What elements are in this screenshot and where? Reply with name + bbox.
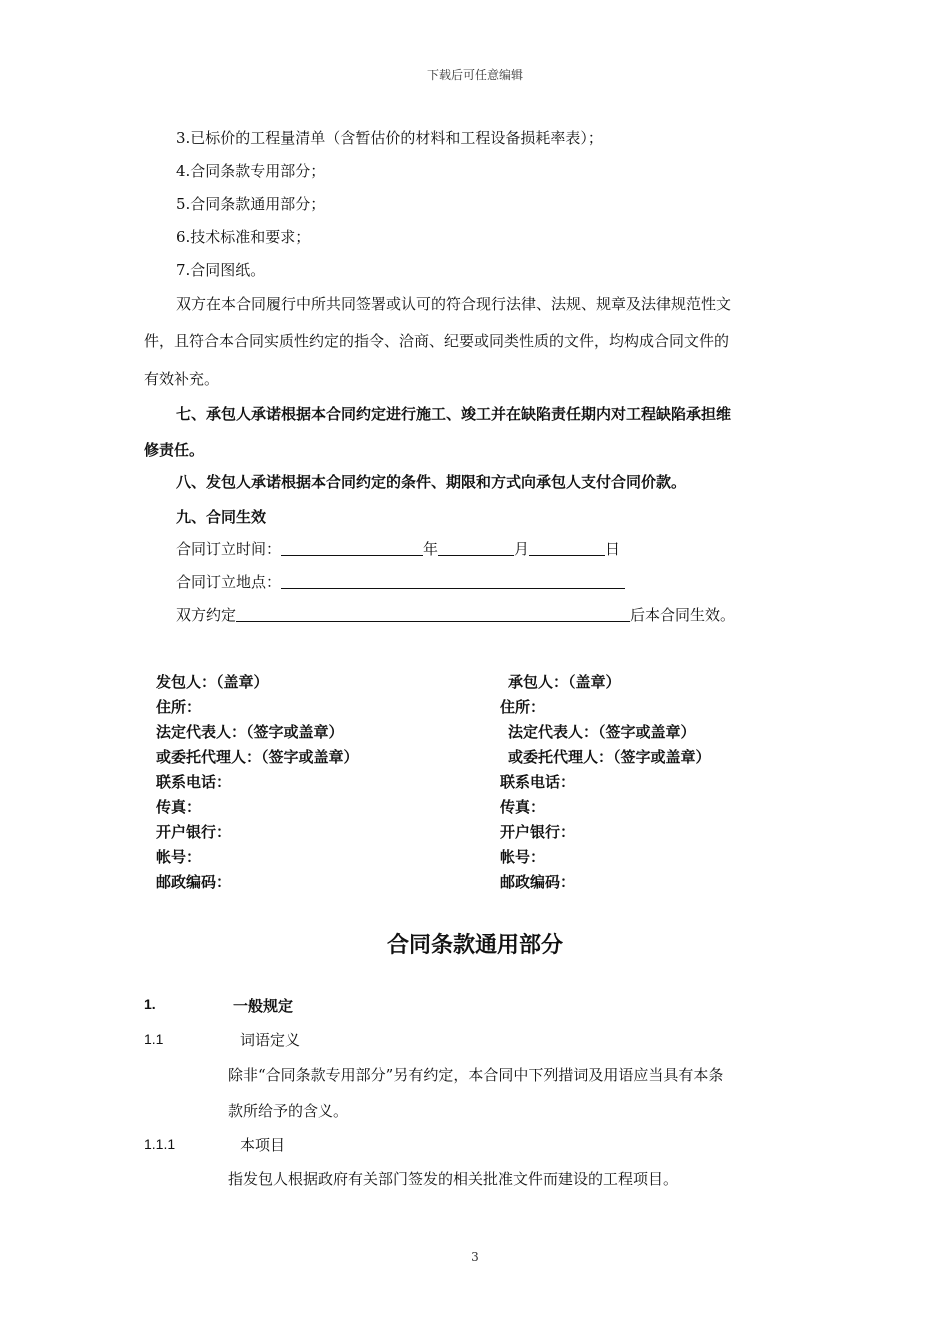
contractor-postcode: 邮政编码： xyxy=(500,873,576,891)
contractor-rep: 法定代表人：（签字或盖章） xyxy=(508,723,696,741)
employer-postcode: 邮政编码： xyxy=(156,873,232,891)
contractor-address: 住所： xyxy=(500,698,546,716)
list-item: 3.已标价的工程量清单（含暂估价的材料和工程设备损耗率表）； xyxy=(176,129,603,147)
employer-fax: 传真： xyxy=(156,798,202,816)
list-item: 4.合同条款专用部分； xyxy=(176,162,326,180)
section-1-1-1-number: 1.1.1 xyxy=(144,1136,176,1152)
clause-7-line: 修责任。 xyxy=(144,441,205,459)
day-label: 日 xyxy=(605,540,621,558)
list-item: 6.技术标准和要求； xyxy=(176,228,311,246)
page-header: 下载后可任意编辑 xyxy=(426,68,523,82)
section-1-number: 1. xyxy=(144,996,156,1012)
paragraph-line: 有效补充。 xyxy=(144,370,220,388)
section-1-1-title: 词语定义 xyxy=(240,1031,301,1049)
signing-place-row xyxy=(176,571,625,592)
section-1-1-1-text: 指发包人根据政府有关部门签发的相关批准文件而建设的工程项目。 xyxy=(228,1170,679,1188)
paragraph-line: 件，且符合本合同实质性约定的指令、洽商、纪要或同类性质的文件，均构成合同文件的 xyxy=(144,332,730,350)
agreement-suffix: 后本合同生效。 xyxy=(630,606,736,624)
section-1-1-text-line: 款所给予的含义。 xyxy=(228,1102,349,1120)
agreement-row xyxy=(176,604,735,625)
list-item: 5.合同条款通用部分； xyxy=(176,195,326,213)
section-1-1-text-line: 除非“合同条款专用部分”另有约定，本合同中下列措词及用语应当具有本条 xyxy=(228,1066,724,1084)
place-blank[interactable] xyxy=(281,574,625,589)
employer-party: 发包人：（盖章） xyxy=(156,673,269,691)
contractor-account: 帐号： xyxy=(500,848,546,866)
day-blank[interactable] xyxy=(529,541,605,556)
signing-date-label: 合同订立时间： xyxy=(176,540,282,558)
contractor-phone: 联系电话： xyxy=(500,773,576,791)
employer-agent: 或委托代理人：（签字或盖章） xyxy=(156,748,359,766)
contractor-bank: 开户银行： xyxy=(500,823,576,841)
list-item: 7.合同图纸。 xyxy=(176,261,266,279)
agreement-label: 双方约定 xyxy=(176,606,237,624)
signing-place-label: 合同订立地点： xyxy=(176,573,282,591)
clause-8: 八、发包人承诺根据本合同约定的条件、期限和方式向承包人支付合同价款。 xyxy=(176,473,687,491)
year-blank[interactable] xyxy=(281,541,423,556)
contractor-party: 承包人：（盖章） xyxy=(508,673,621,691)
month-blank[interactable] xyxy=(438,541,514,556)
section-1-1-number: 1.1 xyxy=(144,1031,164,1047)
employer-rep: 法定代表人：（签字或盖章） xyxy=(156,723,344,741)
clause-9-heading: 九、合同生效 xyxy=(176,508,267,526)
employer-phone: 联系电话： xyxy=(156,773,232,791)
employer-address: 住所： xyxy=(156,698,202,716)
agreement-blank[interactable] xyxy=(236,607,630,622)
employer-bank: 开户银行： xyxy=(156,823,232,841)
section-1-1-1-title: 本项目 xyxy=(240,1136,286,1154)
paragraph-line: 双方在本合同履行中所共同签署或认可的符合现行法律、法规、规章及法律规范性文 xyxy=(176,295,732,313)
employer-account: 帐号： xyxy=(156,848,202,866)
section-1-title: 一般规定 xyxy=(233,997,294,1015)
month-label: 月 xyxy=(514,540,530,558)
year-label: 年 xyxy=(423,540,439,558)
signing-date-row xyxy=(176,538,620,559)
contractor-agent: 或委托代理人：（签字或盖章） xyxy=(508,748,711,766)
contractor-fax: 传真： xyxy=(500,798,546,816)
section-title: 合同条款通用部分 xyxy=(386,933,563,958)
clause-7-line: 七、承包人承诺根据本合同约定进行施工、竣工并在缺陷责任期内对工程缺陷承担维 xyxy=(176,405,732,423)
page-number: 3 xyxy=(471,1250,479,1264)
